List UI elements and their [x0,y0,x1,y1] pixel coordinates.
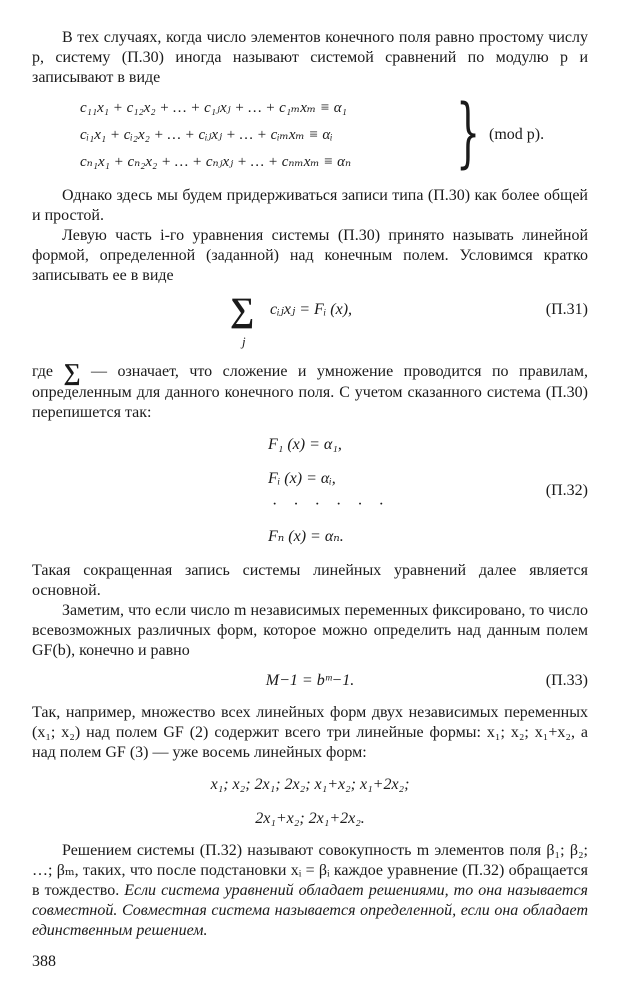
paragraph-left-part: Левую часть i-го уравнения системы (П.30) принято называть линейной формой, определенной (заданной) над конечным полем. Условимся кратко записывать ее в виде [32,227,588,284]
equation-p32 [32,431,588,555]
ellipsis-dots: · · · · · · [272,496,390,513]
equation-p33 [32,671,588,693]
equation-p33-number: (П.33) [545,672,588,689]
paragraph-short-notation: Такая сокращенная запись системы линейных уравнений далее является основной. [32,562,588,599]
system-row-i: cᵢ₁x₁ + cᵢ₂x₂ + … + cᵢⱼxⱼ + … + cᵢₘxₘ ≡ αᵢ [80,127,333,143]
form-line-1: F₁ (x) = α₁, [268,436,342,453]
where-text: — означает, что сложение и умножение проводится по правилам, определенным для данного конечного поля. С учетом сказанного система (П.30) перепишется так: [32,363,588,421]
where-lead: где [32,363,54,380]
solution-definition: Если система уравнений обладает решениями, то она называется совместной. Совместная система называется определенной, если она обладает единственным решением. [32,882,588,939]
inline-sum-sign: ∑ [63,360,81,386]
modulus-label: (mod p). [489,126,545,143]
forms-line-2: 2x₁+x₂; 2x₁+2x₂. [255,810,365,827]
equation-p32-number: (П.32) [545,482,588,499]
equation-p31-number: (П.31) [545,301,588,318]
sum-index: j [242,334,246,349]
paragraph-note: Заметим, что если число m независимых переменных фиксировано, то число всевозможных различных форм, которое можно определить над данным полем GF(b), конечно и равно [32,602,588,659]
equation-p33-expression: M−1 = bᵐ−1. [265,672,355,689]
paragraph-example: Так, например, множество всех линейных форм двух независимых переменных (x₁; x₂) над полем GF (2) содержит всего три линейные формы: x₁; x₂; x₁+x₂, а над полем GF (3) — уже восемь линейных форм: [32,704,588,761]
forms-line-1: x₁; x₂; 2x₁; 2x₂; x₁+x₂; x₁+2x₂; [210,776,410,793]
intro-paragraph: В тех случаях, когда число элементов конечного поля равно простому числу p, систему (П.30) иногда называют системой сравнений по модулю p и записывают в виде [32,29,588,86]
sum-sign: ∑ [230,292,255,329]
equation-p31-expression: cᵢⱼxⱼ = Fᵢ (x), [270,301,353,318]
right-brace: } [456,87,481,176]
page-body [32,28,588,941]
page-number: 388 [32,953,56,970]
form-line-n: Fₙ (x) = αₙ. [268,528,344,545]
paragraph-solution [32,841,588,941]
paragraph-however: Однако здесь мы будем придерживаться записи типа (П.30) как более общей и простой. [32,187,588,224]
congruence-system [32,87,588,178]
paragraph-where [32,362,588,423]
system-row-1: c₁₁x₁ + c₁₂x₂ + … + c₁ⱼxⱼ + … + c₁ₘxₘ ≡ α₁ [80,100,347,116]
solution-text: Решением системы (П.32) называют совокупность m элементов поля β₁; β₂; …; βₘ, таких, что после подстановки xᵢ = βᵢ каждое уравнение (П.32) обращается в тождество. [32,842,588,899]
equation-p31 [32,292,588,362]
form-line-i: Fᵢ (x) = αᵢ, [268,470,336,487]
system-row-n: cₙ₁x₁ + cₙ₂x₂ + … + cₙⱼxⱼ + … + cₙₘxₘ ≡ αₙ [80,154,352,170]
